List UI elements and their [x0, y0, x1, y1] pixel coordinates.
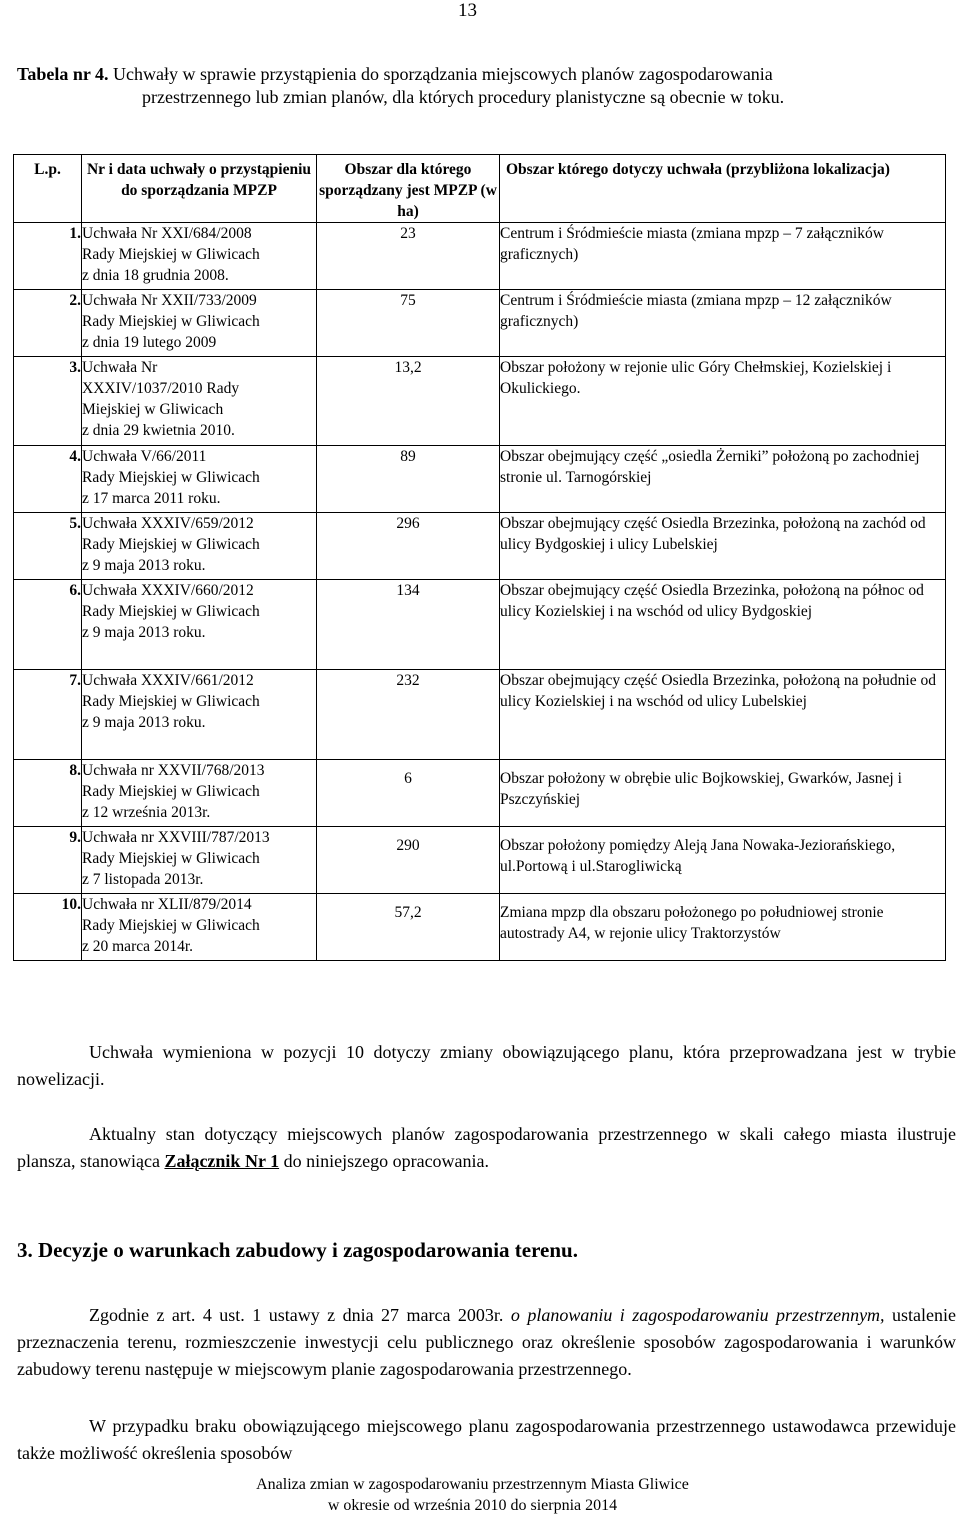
resolution-line: Rady Miejskiej w Gliwicach: [82, 246, 260, 263]
table-body: [14, 223, 946, 961]
paragraph-attachment-text: Aktualny stan dotyczący miejscowych planów zagospodarowania przestrzennego w skali całego miasta ilustruje plansza, stanowiąca: [17, 1124, 956, 1171]
row-number: 6.: [14, 580, 82, 670]
header-resolution: Nr i data uchwały o przystąpieniu do sporządzania MPZP: [82, 155, 317, 223]
caption-text-line2: przestrzennego lub zmian planów, dla których procedury planistyczne są obecnie w toku.: [142, 87, 785, 107]
resolution-line: Uchwała XXXIV/660/2012: [82, 582, 254, 599]
resolution-cell: [82, 446, 317, 513]
header-lp: L.p.: [14, 155, 82, 223]
resolution-line: Uchwała XXXIV/661/2012: [82, 672, 254, 689]
location-cell: Obszar położony w rejonie ulic Góry Chełmskiej, Kozielskiej i Okulickiego.: [500, 357, 946, 446]
resolution-line: z 17 marca 2011 roku.: [82, 490, 221, 507]
resolution-line: Rady Miejskiej w Gliwicach: [82, 536, 260, 553]
location-cell: Obszar obejmujący część „osiedla Żerniki” położoną po zachodniej stronie ul. Tarnogórskiej: [500, 446, 946, 513]
resolution-line: Uchwała nr XXVII/768/2013: [82, 762, 265, 779]
table-row: [14, 894, 946, 961]
resolution-cell: [82, 290, 317, 357]
paragraph-legal-tail: ustalenie przeznaczenia terenu, rozmieszczenie inwestycji celu publicznego oraz określenie sposobów zagospodarowania i warunków zabudowy terenu następuje w miejscowym planie zagospodarowania przestrzennego.: [17, 1305, 956, 1379]
area-cell: 23: [317, 223, 500, 290]
paragraph-attachment: [17, 1121, 956, 1175]
table-row: [14, 760, 946, 827]
row-number: 8.: [14, 760, 82, 827]
table-header-row: [14, 155, 946, 223]
area-cell: 232: [317, 670, 500, 760]
row-number: 7.: [14, 670, 82, 760]
row-number: 10.: [14, 894, 82, 961]
act-title: o planowaniu i zagospodarowaniu przestrzennym,: [510, 1305, 885, 1325]
resolution-cell: [82, 827, 317, 894]
resolution-line: Uchwała Nr: [82, 359, 158, 376]
resolution-line: z 7 listopada 2013r.: [82, 871, 204, 888]
page-number: 13: [458, 0, 477, 21]
paragraph-legal-text: Zgodnie z art. 4 ust. 1 ustawy z dnia 27 marca 2003r.: [89, 1305, 511, 1325]
resolution-cell: [82, 894, 317, 961]
paragraph-legal-basis: [17, 1302, 956, 1383]
area-cell: 57,2: [317, 894, 500, 961]
resolution-line: Rady Miejskiej w Gliwicach: [82, 693, 260, 710]
paragraph-attachment-tail: do niniejszego opracowania.: [279, 1151, 490, 1171]
resolution-line: z 9 maja 2013 roku.: [82, 624, 206, 641]
resolution-line: Rady Miejskiej w Gliwicach: [82, 313, 260, 330]
resolution-line: Rady Miejskiej w Gliwicach: [82, 783, 260, 800]
resolution-cell: [82, 760, 317, 827]
page-footer: [0, 1474, 945, 1516]
resolution-line: Rady Miejskiej w Gliwicach: [82, 603, 260, 620]
header-location: Obszar którego dotyczy uchwała (przybliżona lokalizacja): [500, 155, 946, 223]
table-row: [14, 290, 946, 357]
area-cell: 13,2: [317, 357, 500, 446]
table-row: [14, 223, 946, 290]
header-area: Obszar dla którego sporządzany jest MPZP (w ha): [317, 155, 500, 223]
row-number: 3.: [14, 357, 82, 446]
resolution-cell: [82, 580, 317, 670]
area-cell: 89: [317, 446, 500, 513]
resolution-line: Uchwała Nr XXI/684/2008: [82, 225, 252, 242]
resolution-line: z dnia 18 grudnia 2008.: [82, 267, 229, 284]
resolution-line: Rady Miejskiej w Gliwicach: [82, 917, 260, 934]
row-number: 4.: [14, 446, 82, 513]
resolution-cell: [82, 223, 317, 290]
resolution-line: Rady Miejskiej w Gliwicach: [82, 469, 260, 486]
location-cell: Centrum i Śródmieście miasta (zmiana mpzp – 12 załączników graficznych): [500, 290, 946, 357]
resolution-line: Uchwała nr XXVIII/787/2013: [82, 829, 270, 846]
attachment-link[interactable]: Załącznik Nr 1: [164, 1151, 280, 1171]
table-row: [14, 670, 946, 760]
resolution-line: Rady Miejskiej w Gliwicach: [82, 850, 260, 867]
section-heading: 3. Decyzje o warunkach zabudowy i zagospodarowania terenu.: [17, 1238, 578, 1262]
location-cell: Obszar obejmujący część Osiedla Brzezinka, położoną na południe od ulicy Kozielskiej i na wschód od ulicy Lubelskiej: [500, 670, 946, 760]
resolution-line: Uchwała V/66/2011: [82, 448, 207, 465]
resolution-cell: [82, 670, 317, 760]
location-cell: Obszar obejmujący część Osiedla Brzezinka, położoną na północ od ulicy Kozielskiej i na wschód od ulicy Bydgoskiej: [500, 580, 946, 670]
resolution-line: z dnia 29 kwietnia 2010.: [82, 422, 235, 439]
area-cell: 6: [317, 760, 500, 827]
location-cell: Obszar obejmujący część Osiedla Brzezinka, położoną na zachód od ulicy Bydgoskiej i ulicy Lubelskiej: [500, 513, 946, 580]
area-cell: 290: [317, 827, 500, 894]
location-cell: Zmiana mpzp dla obszaru położonego po południowej stronie autostrady A4, w rejonie ulicy Traktorzystów: [500, 894, 946, 961]
resolution-line: z 12 września 2013r.: [82, 804, 211, 821]
table-row: [14, 513, 946, 580]
area-cell: 296: [317, 513, 500, 580]
resolution-line: Uchwała XXXIV/659/2012: [82, 515, 254, 532]
area-cell: 134: [317, 580, 500, 670]
row-number: 2.: [14, 290, 82, 357]
location-cell: Centrum i Śródmieście miasta (zmiana mpzp – 7 załączników graficznych): [500, 223, 946, 290]
resolution-line: z 9 maja 2013 roku.: [82, 714, 206, 731]
paragraph-nowelizacja: Uchwała wymieniona w pozycji 10 dotyczy zmiany obowiązującego planu, która przeprowadzana jest w trybie nowelizacji.: [17, 1042, 956, 1089]
resolution-line: z 20 marca 2014r.: [82, 938, 194, 955]
resolution-line: Uchwała nr XLII/879/2014: [82, 896, 252, 913]
area-cell: 75: [317, 290, 500, 357]
location-cell: Obszar położony pomiędzy Aleją Jana Nowaka-Jeziorańskiego, ul.Portową i ul.Starogliwicką: [500, 827, 946, 894]
location-cell: Obszar położony w obrębie ulic Bojkowskiej, Gwarków, Jasnej i Pszczyńskiej: [500, 760, 946, 827]
resolution-line: Miejskiej w Gliwicach: [82, 401, 224, 418]
caption-text-line1: Uchwały w sprawie przystąpienia do sporządzania miejscowych planów zagospodarowania: [113, 64, 773, 84]
resolution-line: z dnia 19 lutego 2009: [82, 334, 217, 351]
resolution-line: Uchwała Nr XXII/733/2009: [82, 292, 257, 309]
table-row: [14, 357, 946, 446]
footer-line2: w okresie od września 2010 do sierpnia 2014: [327, 1497, 618, 1514]
row-number: 5.: [14, 513, 82, 580]
resolution-line: z 9 maja 2013 roku.: [82, 557, 206, 574]
row-number: 1.: [14, 223, 82, 290]
paragraph-no-plan: W przypadku braku obowiązującego miejscowego planu zagospodarowania przestrzennego ustawodawca przewiduje także możliwość określenia sposobów: [17, 1416, 956, 1463]
row-number: 9.: [14, 827, 82, 894]
footer-line1: Analiza zmian w zagospodarowaniu przestrzennym Miasta Gliwice: [256, 1476, 689, 1493]
resolution-line: XXXIV/1037/2010 Rady: [82, 380, 240, 397]
table-caption: [17, 63, 927, 109]
plans-table: [13, 154, 946, 961]
table-row: [14, 580, 946, 670]
table-row: [14, 446, 946, 513]
caption-label: Tabela nr 4.: [17, 64, 109, 84]
resolution-cell: [82, 357, 317, 446]
resolution-cell: [82, 513, 317, 580]
table-row: [14, 827, 946, 894]
